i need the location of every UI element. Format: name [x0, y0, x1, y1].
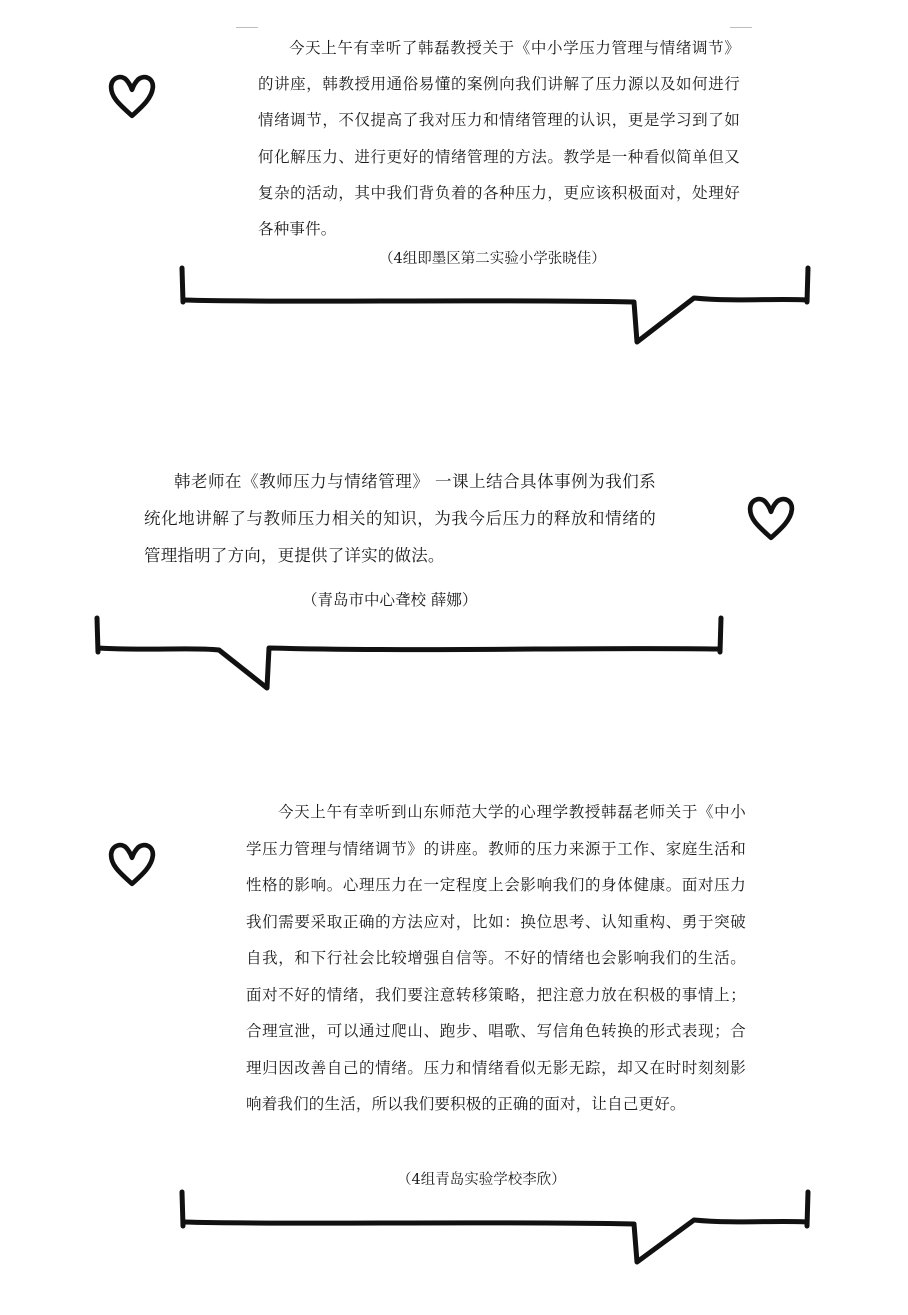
speech-bubble-icon	[176, 1186, 816, 1274]
author-signature: （4组即墨区第二实验小学张晓佳）	[379, 251, 606, 267]
page-edge-mark-left	[236, 27, 258, 28]
speech-bubble-icon	[91, 612, 731, 700]
heart-outline-icon	[105, 70, 159, 122]
reflection-text: 今天上午有幸听到山东师范大学的心理学教授韩磊老师关于《中小学压力管理与情绪调节》的讲座。教师的压力来源于工作、家庭生活和性格的影响。心理压力在一定程度上会影响我们的身体健康。面对压力我们需要采取正确的方法应对，比如：换位思考、认知重构、勇于突破自我，和下行社会比较增强自信等。不好的情绪也会影响我们的生活。面对不好的情绪，我们要注意转移策略，把注意力放在积极的事情上；合理宣泄，可以通过爬山、跑步、唱歌、写信角色转换的形式表现；合理归因改善自己的情绪。压力和情绪看似无影无踪，却又在时时刻刻影响着我们的生活，所以我们要积极的正确的面对，让自己更好。	[246, 803, 746, 1113]
reflection-text: 韩老师在《教师压力与情绪管理》 一课上结合具体事例为我们系统化地讲解了与教师压力相关的知识，为我今后压力的释放和情绪的管理指明了方向，更提供了详实的做法。	[144, 472, 656, 565]
page-edge-mark-right	[730, 27, 752, 28]
heart-outline-icon	[105, 838, 159, 890]
author-signature: （4组青岛实验学校李欣）	[397, 1172, 566, 1188]
reflection-text: 今天上午有幸听了韩磊教授关于《中小学压力管理与情绪调节》的讲座，韩教授用通俗易懂的案例向我们讲解了压力源以及如何进行情绪调节，不仅提高了我对压力和情绪管理的认识，更是学习到了如何化解压力、进行更好的情绪管理的方法。教学是一种看似简单但又复杂的活动，其中我们背负着的各种压力，更应该积极面对，处理好各种事件。	[258, 39, 740, 239]
heart-outline-icon	[744, 492, 798, 544]
speech-bubble-icon	[176, 262, 816, 350]
author-signature: （青岛市中心聋校 薛娜）	[302, 591, 478, 609]
